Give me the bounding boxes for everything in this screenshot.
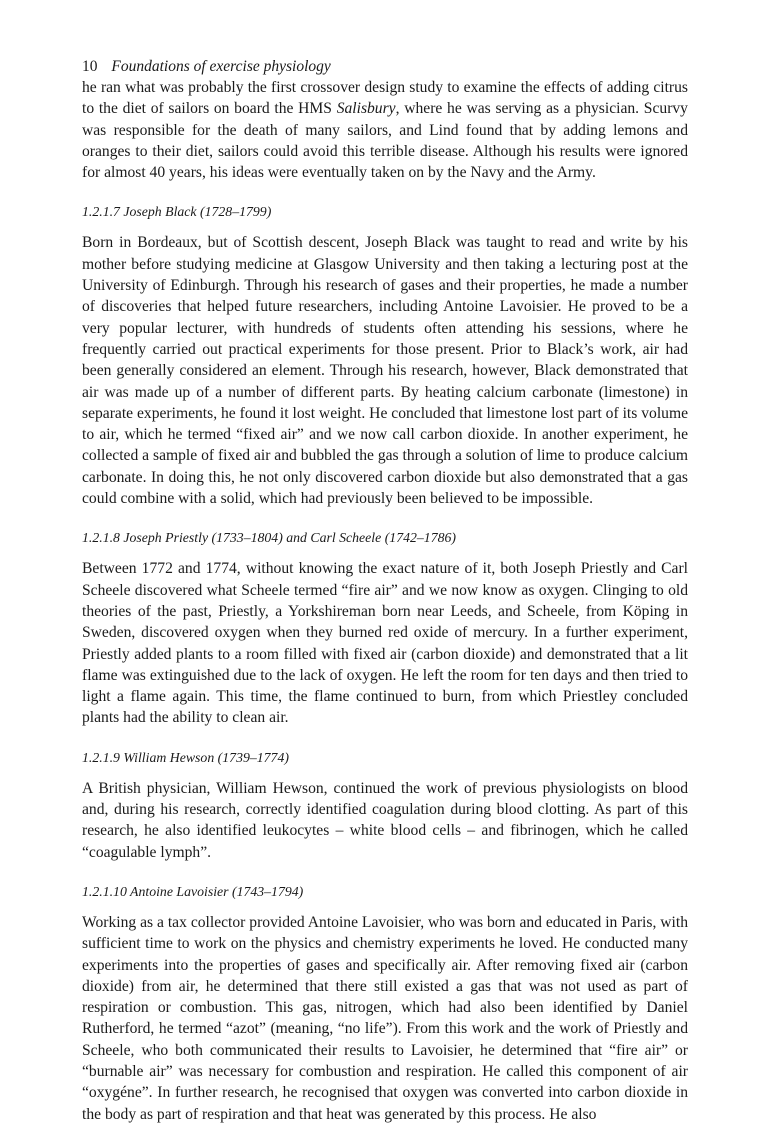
intro-text-end: , where he was serving as a physician. Scurvy was responsible for the death of many sailors, and Lind found that by adding lemons and oranges to their diet, sailors could avoid this terrible disease. Although his results were ignored for almost 40 years, his ideas were eventually taken on by the Navy and the Army. xyxy=(82,100,688,182)
section-heading-priestly: 1.2.1.8 Joseph Priestly (1733–1804) and Carl Scheele (1742–1786) xyxy=(82,530,456,546)
book-title: Foundations of exercise physiology xyxy=(111,58,331,75)
page-body xyxy=(82,77,688,1125)
section-text-priestly: Between 1772 and 1774, without knowing the exact nature of it, both Joseph Priestly and Carl Scheele discovered what Scheele termed “fire air” and we now know as oxygen. Clinging to old theories of the past, Priestly, a Yorkshireman born near Leeds, and Scheele, from Köping in Sweden, discovered oxygen when they burned red oxide of mercury. In a further experiment, Priestly added plants to a room filled with fixed air (carbon dioxide) and demonstrated that a lit flame was extinguished due to the lack of oxygen. He left the room for ten days and then tried to light a flame again. This time, the flame continued to burn, from which Priestley concluded plants had the ability to clean air. xyxy=(82,560,688,727)
section-text-hewson: A British physician, William Hewson, continued the work of previous physiologists on blood and, during his research, correctly identified coagulation during blood clotting. As part of this research, he also identified leukocytes – white blood cells – and fibrinogen, which he called “coagulable lymph”. xyxy=(82,779,688,861)
section-text-black: Born in Bordeaux, but of Scottish descent, Joseph Black was taught to read and write by his mother before studying medicine at Glasgow University and then taking a lecturing post at the University of Edinburgh. Through his research of gases and their properties, he made a number of discoveries that helped future researchers, including Antoine Lavoisier. He proved to be a very popular lecturer, with hundreds of students often attending his sessions, where he frequently carried out practical experiments for those present. Prior to Black’s work, air had been generally considered an element. Through his research, however, Black demonstrated that air was made up of a number of different parts. By heating calcium carbonate (limestone) in separate experiments, he found it lost weight. He concluded that limestone lost part of its volume to air, which he termed “fixed air” and we now call carbon dioxide. In another experiment, he collected a sample of fixed air and bubbled the gas through a solution of lime to produce calcium carbonate. In doing this, he not only discovered carbon dioxide but also demonstrated that a gas could combine with a solid, which had previously been believed to be impossible. xyxy=(82,234,688,508)
ship-name: Salisbury xyxy=(336,100,396,118)
section-heading-lavoisier: 1.2.1.10 Antoine Lavoisier (1743–1794) xyxy=(82,883,304,899)
section-text-lavoisier: Working as a tax collector provided Antoine Lavoisier, who was born and educated in Paris, with sufficient time to work on the physics and chemistry experiments he loved. He conducted many experiments into the properties of gases and specifically air. After removing fixed air (carbon dioxide) from air, he determined that there still existed a gas that was not used as part of respiration or combustion. This gas, nitrogen, which had also been identified by Daniel Rutherford, he termed “azot” (meaning, “no life”). From this work and the work of Priestly and Scheele, who both communicated their results to Lavoisier, he determined that “fire air” or “burnable air” was necessary for combustion and respiration. He called this component of air “oxygéne”. In further research, he recognised that oxygen was converted into carbon dioxide in the body as part of respiration and that heat was generated by this process. He also xyxy=(82,913,688,1123)
intro-text-start: he ran what was probably the first crossover design study to examine the effects of adding citrus to the diet of sailors on board the HMS xyxy=(82,79,688,118)
section-heading-black: 1.2.1.7 Joseph Black (1728–1799) xyxy=(82,204,272,220)
page-number: 10 xyxy=(82,58,98,75)
intro-paragraph xyxy=(82,77,688,183)
running-head xyxy=(82,57,331,77)
section-heading-hewson: 1.2.1.9 William Hewson (1739–1774) xyxy=(82,749,289,765)
